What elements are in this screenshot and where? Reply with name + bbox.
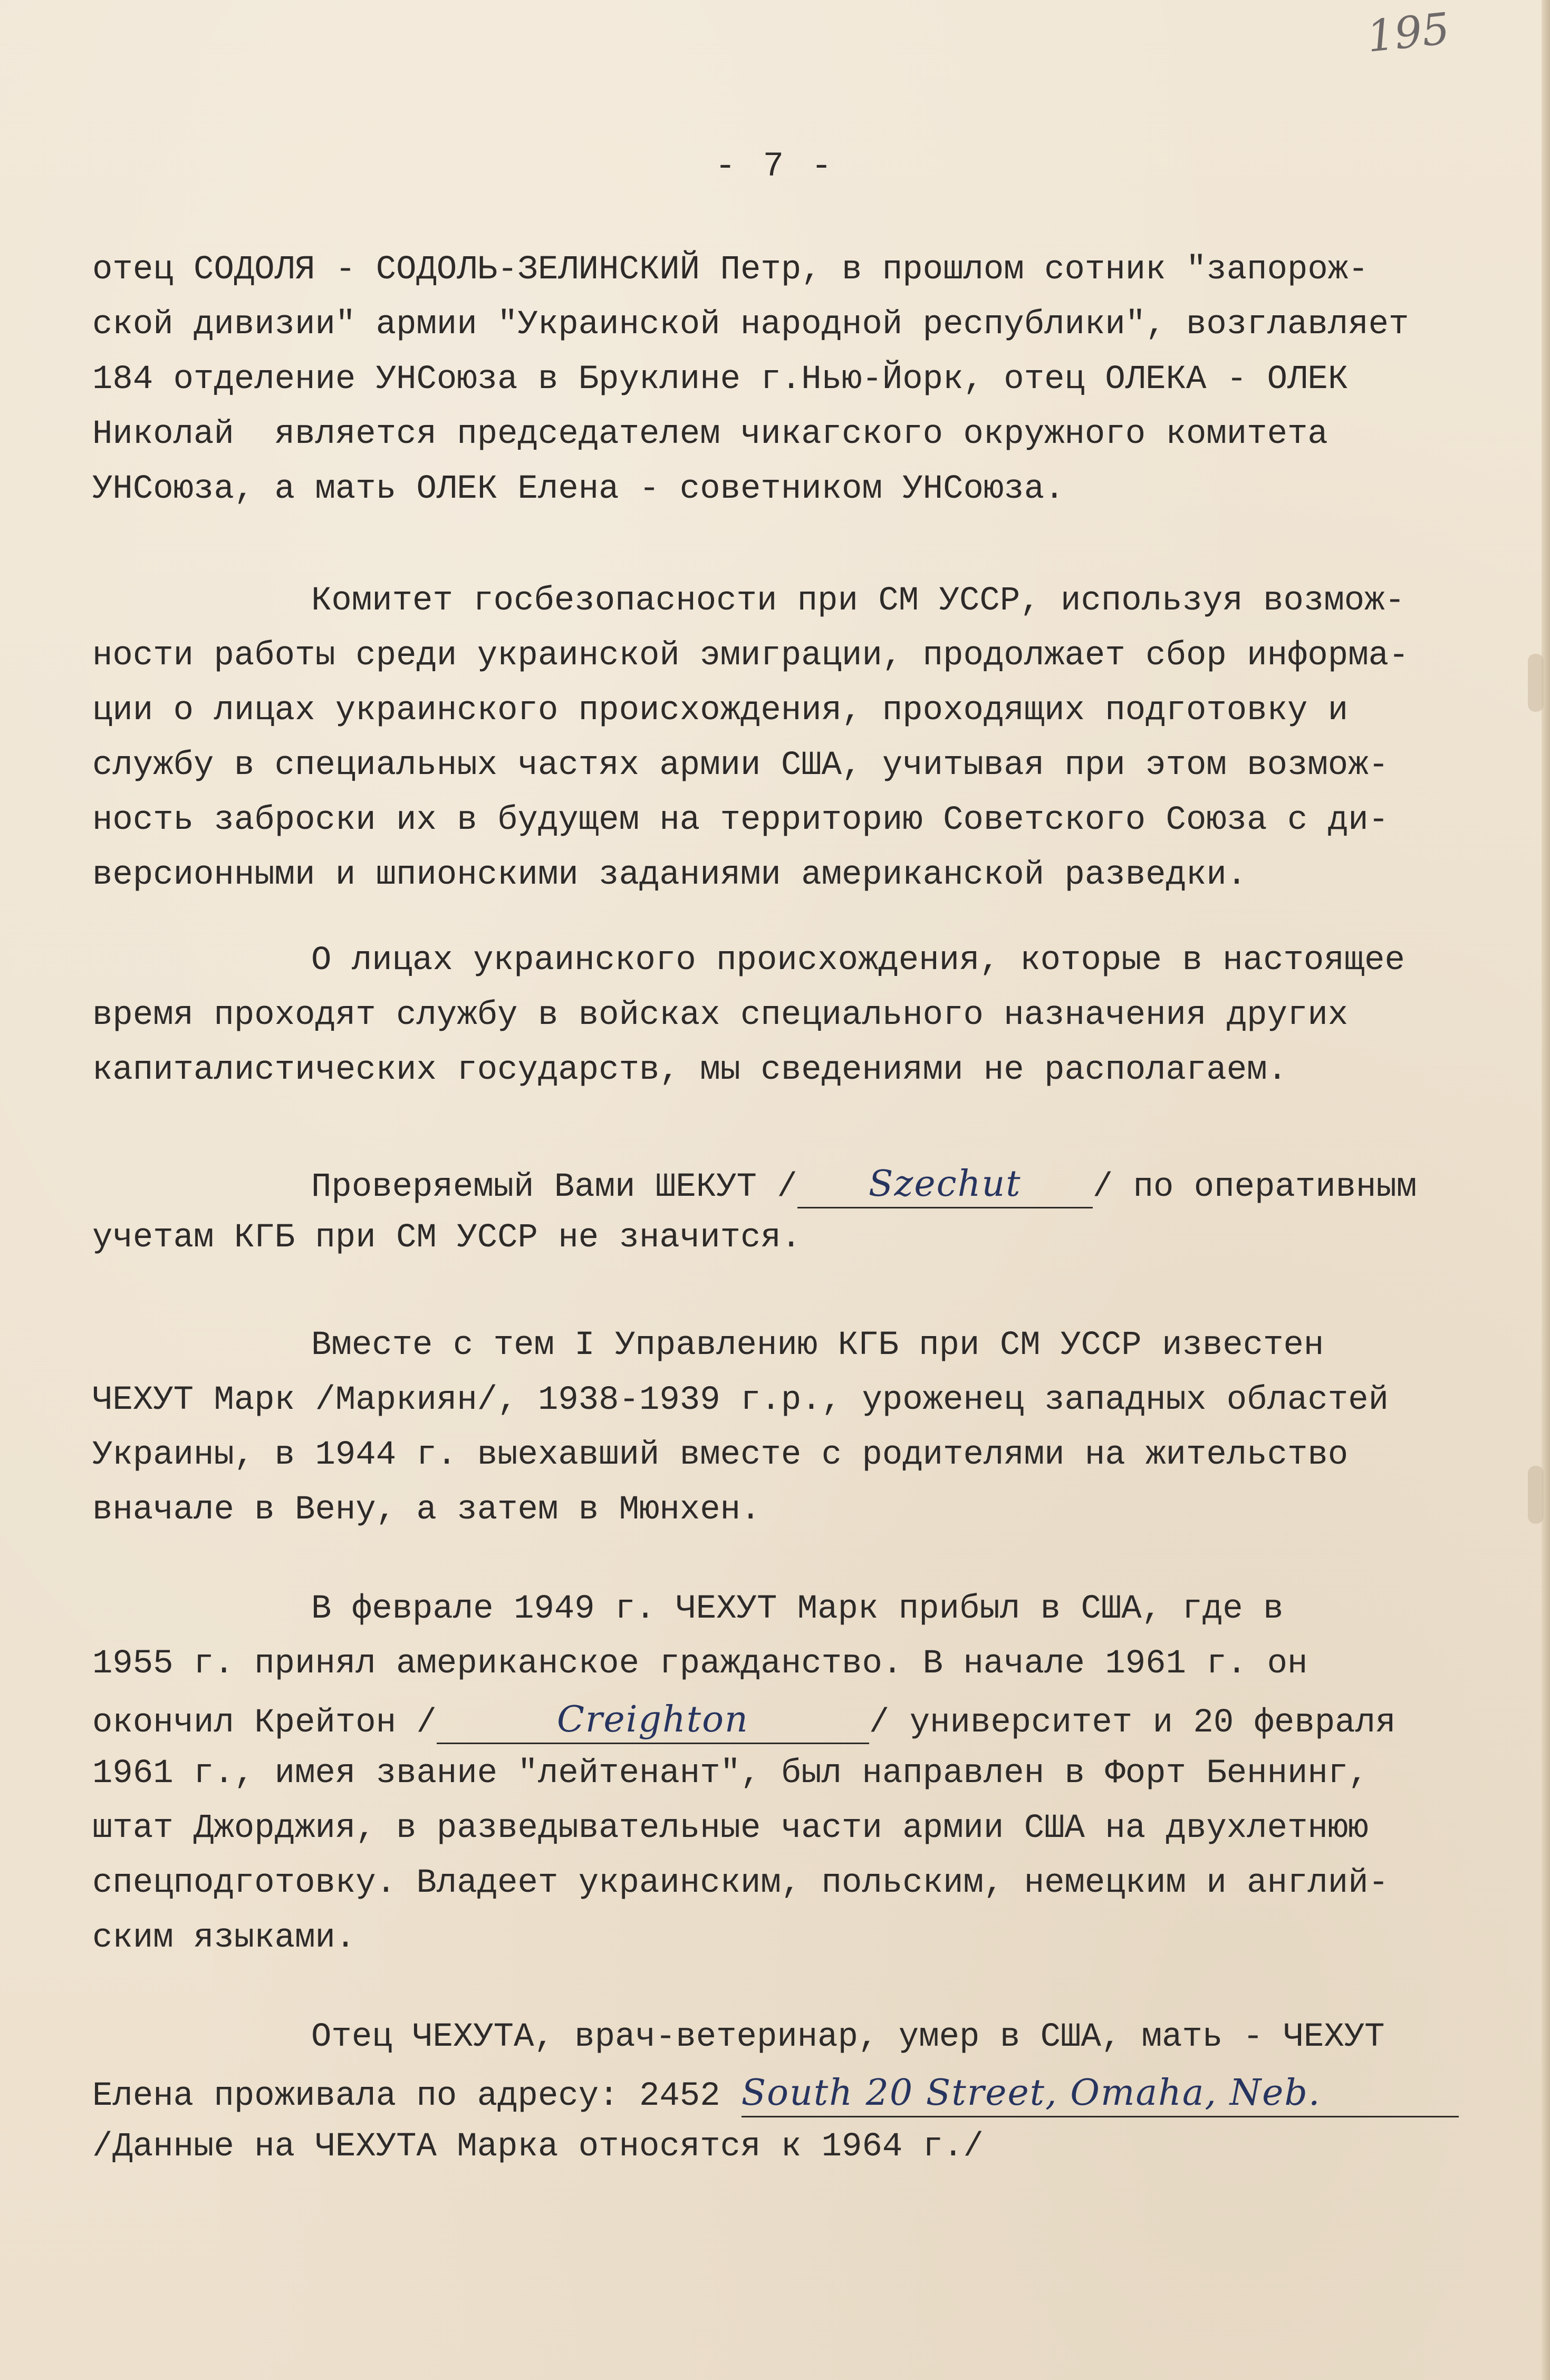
text-line: ности работы среди украинской эмиграции, продолжает сбор информа- bbox=[92, 637, 1409, 675]
punch-hole bbox=[1528, 654, 1544, 712]
text-line: вначале в Вену, а затем в Мюнхен. bbox=[92, 1491, 761, 1529]
page-edge bbox=[1542, 0, 1550, 2380]
handwritten-szechut: Szechut bbox=[868, 1163, 1022, 1205]
text-line: Комитет госбезопасности при СМ УССР, используя возмож- bbox=[311, 582, 1405, 620]
text-line: Украины, в 1944 г. выехавший вместе с родителями на жительство bbox=[92, 1436, 1349, 1474]
text-line: О лицах украинского происхождения, которые в настоящее bbox=[311, 942, 1405, 980]
typed-text: / университет и 20 февраля bbox=[869, 1704, 1396, 1742]
text-line: /Данные на ЧЕХУТА Марка относятся к 1964 г./ bbox=[92, 2128, 984, 2166]
text-line: учетам КГБ при СМ УССР не значится. bbox=[92, 1219, 802, 1257]
text-line: ской дивизии" армии "Украинской народной республики", возглавляет bbox=[92, 306, 1409, 344]
punch-hole bbox=[1528, 1466, 1544, 1524]
text-line: службу в специальных частях армии США, учитывая при этом возмож- bbox=[92, 747, 1389, 785]
text-line: 184 отделение УНСоюза в Бруклине г.Нью-Йорк, отец ОЛЕКА - ОЛЕК bbox=[92, 361, 1349, 399]
text-line: ским языками. bbox=[92, 1919, 356, 1957]
text-line: Отец ЧЕХУТА, врач-ветеринар, умер в США, мать - ЧЕХУТ bbox=[311, 2018, 1385, 2056]
text-line: штат Джорджия, в разведывательные части армии США на двухлетнюю bbox=[92, 1810, 1369, 1847]
text-line: время проходят службу в войсках специального назначения других bbox=[92, 996, 1349, 1034]
typed-text: Елена проживала по адресу: 2452 bbox=[92, 2077, 720, 2115]
text-line: 1961 г., имея звание "лейтенант", был направлен в Форт Беннинг, bbox=[92, 1755, 1369, 1793]
handwritten-fill bbox=[741, 2072, 1459, 2114]
handwritten-fill bbox=[437, 1699, 869, 1740]
text-line: спецподготовку. Владеет украинским, польским, немецким и англий- bbox=[92, 1864, 1389, 1902]
text-line: Вместе с тем I Управлению КГБ при СМ УССР известен bbox=[311, 1327, 1324, 1365]
text-line: В феврале 1949 г. ЧЕХУТ Марк прибыл в США, где в bbox=[311, 1590, 1284, 1628]
text-line: отец СОДОЛЯ - СОДОЛЬ-ЗЕЛИНСКИЙ Петр, в прошлом сотник "запорож- bbox=[92, 251, 1369, 289]
text-line: ЧЕХУТ Марк /Маркиян/, 1938-1939 г.р., уроженец западных областей bbox=[92, 1381, 1389, 1419]
text-line: ции о лицах украинского происхождения, проходящих подготовку и bbox=[92, 692, 1349, 730]
handwritten-fill bbox=[797, 1163, 1093, 1205]
text-line: ность заброски их в будущем на территорию Советского Союза с ди- bbox=[92, 801, 1389, 839]
text-line-creighton bbox=[92, 1699, 1396, 1742]
text-line: капиталистических государств, мы сведениями не располагаем. bbox=[92, 1051, 1287, 1089]
text-line: 1955 г. принял американское гражданство. В начале 1961 г. он bbox=[92, 1645, 1308, 1683]
handwritten-address: South 20 Street, Omaha, Neb. bbox=[741, 2072, 1321, 2114]
archive-number: 195 bbox=[1364, 4, 1452, 62]
text-line-address bbox=[92, 2072, 1459, 2115]
typed-text: / по оперативным bbox=[1092, 1168, 1417, 1206]
typed-text: Проверяемый Вами ШЕКУТ / bbox=[311, 1168, 797, 1206]
text-line-szechut bbox=[311, 1163, 1417, 1206]
text-line: УНСоюза, а мать ОЛЕК Елена - советником УНСоюза. bbox=[92, 470, 1065, 508]
page-number: - 7 - bbox=[715, 147, 835, 186]
text-line: Николай является председателем чикагского окружного комитета bbox=[92, 415, 1328, 453]
text-line: версионными и шпионскими заданиями американской разведки. bbox=[92, 856, 1247, 894]
typed-text: окончил Крейтон / bbox=[92, 1704, 437, 1742]
handwritten-creighton: Creighton bbox=[556, 1699, 749, 1740]
